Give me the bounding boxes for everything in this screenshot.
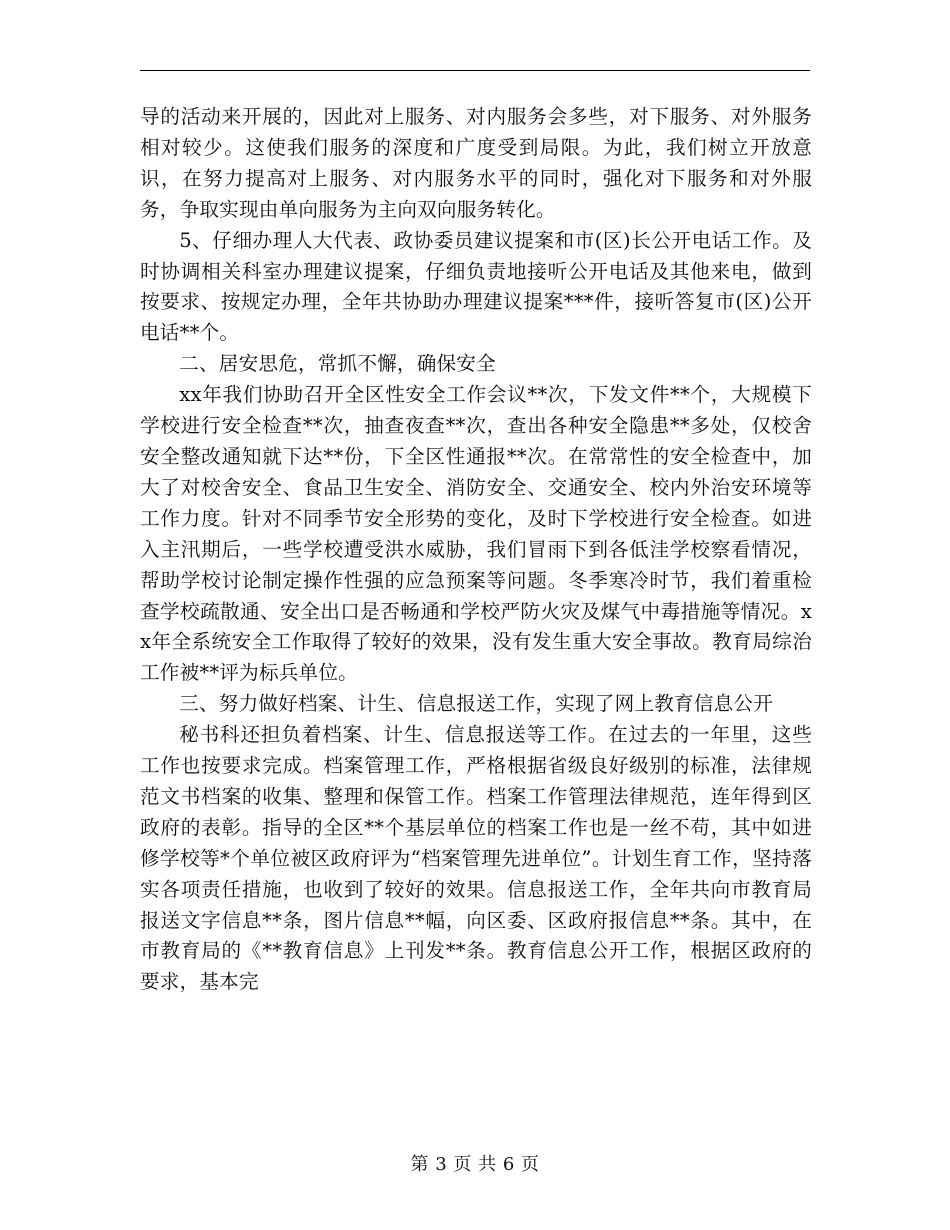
- paragraph-safety-work: xx年我们协助召开全区性安全工作会议**次，下发文件**个，大规模下学校进行安全检查**次，抽查夜查**次，查出各种安全隐患**多处，仅校舍安全整改通知就下达**份，下全区性通报**次。在常常性的安全检查中，加大了对校舍安全、食品卫生安全、消防安全、交通安全、校内外治安环境等工作力度。针对不同季节安全形势的变化，及时下学校进行安全检查。如进入主汛期后，一些学校遭受洪水威胁，我们冒雨下到各低洼学校察看情况，帮助学校讨论制定操作性强的应急预案等问题。冬季寒冷时节，我们着重检查学校疏散通、安全出口是否畅通和学校严防火灾及煤气中毒措施等情况。xx年全系统安全工作取得了较好的效果，没有发生重大安全事故。教育局综治工作被**评为标兵单位。: [140, 383, 812, 685]
- section-heading-safety: 二、居安思危，常抓不懈，确保安全: [179, 352, 496, 376]
- page-number: 第 3 页 共 6 页: [410, 1154, 540, 1175]
- document-body: [140, 102, 812, 998]
- paragraph-continuation: 导的活动来开展的，因此对上服务、对内服务会多些，对下服务、对外服务相对较少。这使我们服务的深度和广度受到局限。为此，我们树立开放意识，在努力提高对上服务、对内服务水平的同时，强化对下服务和对外服务，争取实现由单向服务为主向双向服务转化。: [140, 105, 812, 221]
- header-rule: [140, 70, 810, 71]
- paragraph-archives-work: 秘书科还担负着档案、计生、信息报送等工作。在过去的一年里，这些工作也按要求完成。档案管理工作，严格根据省级良好级别的标准，法律规范文书档案的收集、整理和保管工作。档案工作管理法律规范，连年得到区政府的表彰。指导的全区**个基层单位的档案工作也是一丝不苟，其中如进修学校等*个单位被区政府评为“档案管理先进单位”。计划生育工作，坚持落实各项责任措施，也收到了较好的效果。信息报送工作，全年共向市教育局报送文字信息**条，图片信息**幅，向区委、区政府报信息**条。其中，在市教育局的《**教育信息》上刊发**条。教育信息公开工作，根据区政府的要求，基本完: [140, 723, 812, 994]
- section-heading-archives: 三、努力做好档案、计生、信息报送工作，实现了网上教育信息公开: [179, 692, 773, 716]
- paragraph-item-5-proposals: 5、仔细办理人大代表、政协委员建议提案和市(区)长公开电话工作。及时协调相关科室办理建议提案，仔细负责地接听公开电话及其他来电，做到按要求、按规定办理，全年共协助办理建议提案***件，接听答复市(区)公开电话**个。: [140, 228, 812, 345]
